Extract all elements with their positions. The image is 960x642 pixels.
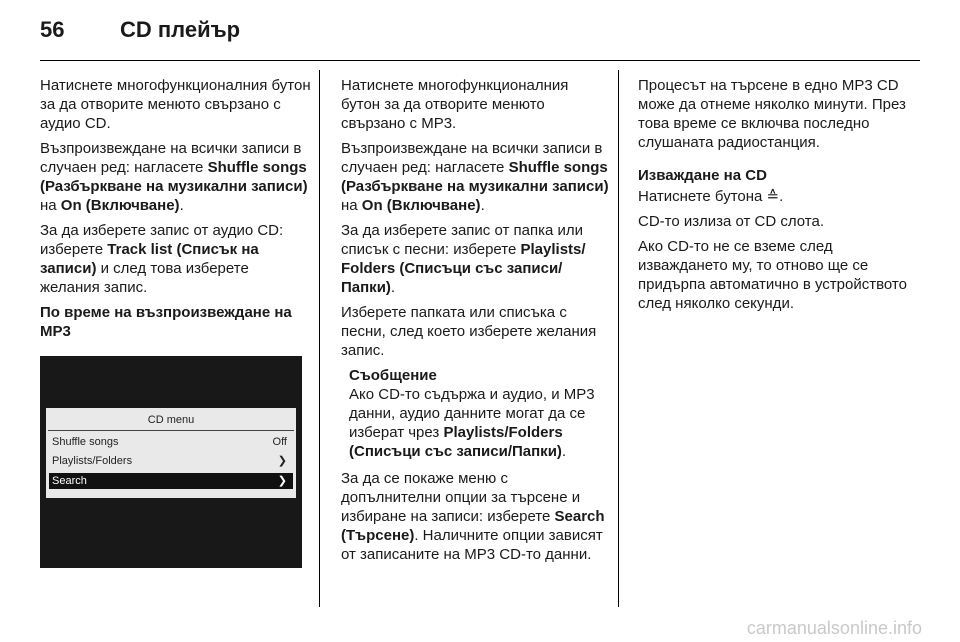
cd-menu-screenshot xyxy=(40,356,302,568)
page-number: 56 xyxy=(40,17,65,42)
eject-icon: ≙ xyxy=(766,188,780,205)
header-rule xyxy=(40,60,920,61)
note-box xyxy=(349,366,609,461)
col2-paragraph-1: Натиснете многофункционалния бутон за да отворите менюто свързано с MP3. xyxy=(341,77,569,132)
column-2 xyxy=(341,76,609,570)
cd-menu xyxy=(46,408,296,498)
col1-paragraph-1: Натиснете многофункционалния бутон за да отворите менюто свързано с аудио CD. xyxy=(40,77,311,132)
col1-heading: По време на възпроизвеждане на MP3 xyxy=(40,304,292,340)
col3-paragraph-2: Натиснете бутона ≙. xyxy=(638,188,784,205)
col3-paragraph-4: Ако CD-то не се вземе след изваждането му, то отново ще се придърпа автоматично в устройството след няколко секунди. xyxy=(638,238,907,312)
page-header xyxy=(40,17,240,43)
chevron-right-icon: ❯ xyxy=(277,475,287,487)
col2-paragraph-3: За да изберете запис от папка или списък с песни: изберете Playlists/ Folders (Списъци със записи/ Папки). xyxy=(341,222,586,296)
menu-item-search[interactable]: Search ❯ xyxy=(49,473,293,489)
note-text: Ако CD-то съдържа и аудио, и MP3 данни, аудио данните могат да се изберат чрез Playlists/Folders (Списъци със записи/Папки). xyxy=(349,386,595,460)
menu-divider xyxy=(48,430,294,431)
menu-item-playlists-folders[interactable]: Playlists/Folders ❯ xyxy=(52,455,287,467)
col2-paragraph-5: За да се покаже меню с допълнителни опции за търсене и избиране на записи: изберете Search (Търсене). Наличните опции зависят от записаните на MP3 CD-то данни. xyxy=(341,470,605,563)
chevron-right-icon: ❯ xyxy=(277,455,287,467)
menu-item-shuffle-songs[interactable]: Shuffle songs Off xyxy=(52,436,287,448)
col3-paragraph-1: Процесът на търсене в едно MP3 CD може да отнеме няколко минути. През това време се включва последно слушаната радиостанция. xyxy=(638,77,906,151)
watermark: carmanualsonline.info xyxy=(746,618,922,638)
column-divider-1 xyxy=(319,70,320,607)
col2-paragraph-2: Възпроизвеждане на всички записи в случаен ред: нагласете Shuffle songs (Разбъркване на музикални записи) на On (Включване). xyxy=(341,140,609,214)
column-divider-2 xyxy=(618,70,619,607)
column-1 xyxy=(40,76,312,347)
col1-paragraph-3: За да изберете запис от аудио CD: изберете Track list (Списък на записи) и след това изберете желания запис. xyxy=(40,222,284,296)
note-title: Съобщение xyxy=(349,367,437,384)
col3-paragraph-3: CD-то излиза от CD слота. xyxy=(638,213,825,230)
page-title: CD плейър xyxy=(120,17,241,42)
col3-heading: Изваждане на CD xyxy=(638,167,767,184)
cd-menu-title: CD menu xyxy=(147,414,195,426)
column-3 xyxy=(638,76,920,319)
col2-paragraph-4: Изберете папката или списъка с песни, след което изберете желания запис. xyxy=(341,304,597,359)
col1-paragraph-2: Възпроизвеждане на всички записи в случаен ред: нагласете Shuffle songs (Разбъркване на музикални записи) на On (Включване). xyxy=(40,140,308,214)
